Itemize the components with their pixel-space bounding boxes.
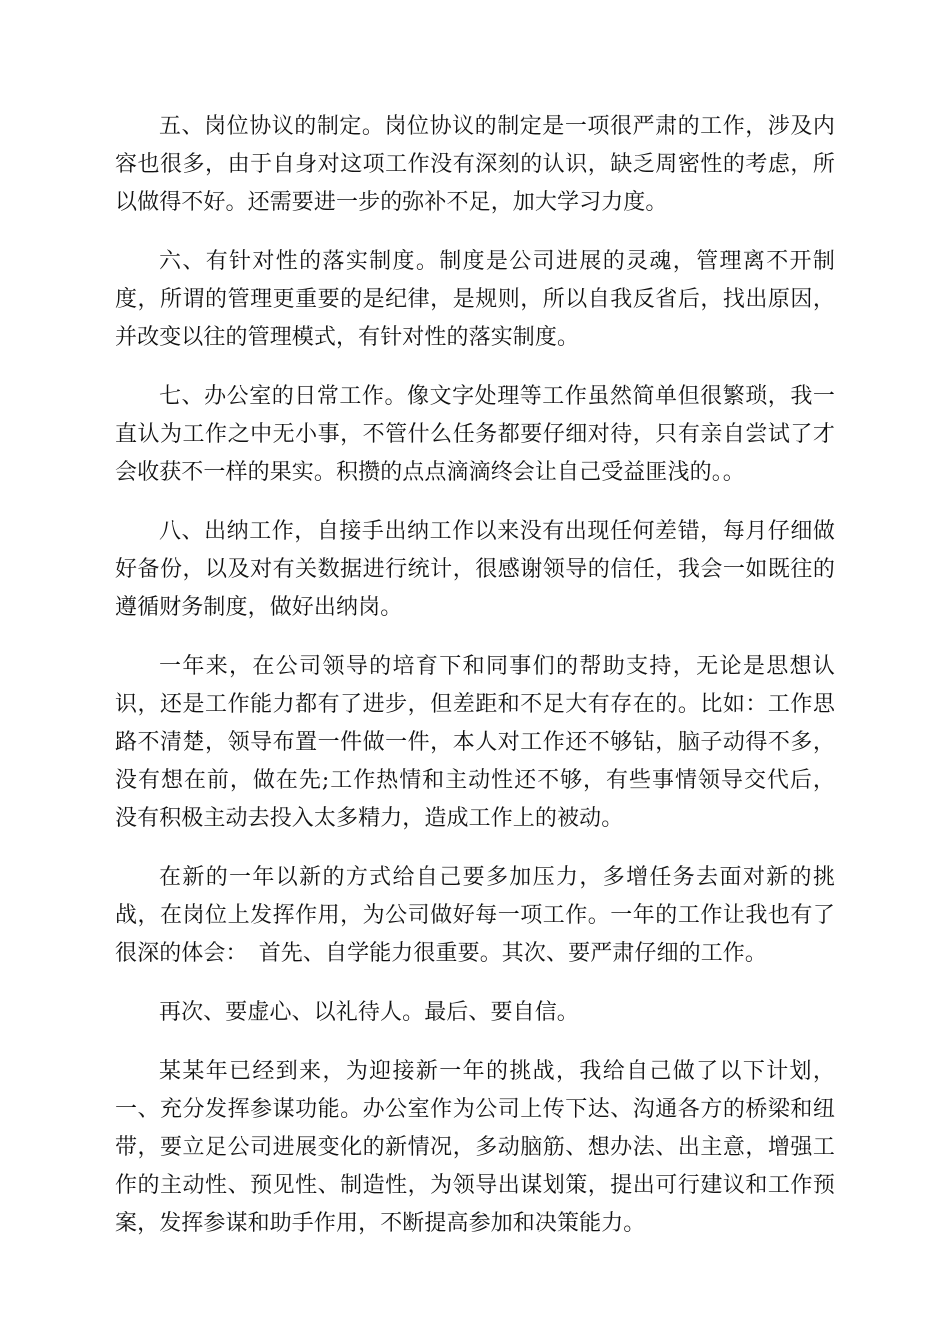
text-line: 很深的体会： 首先、自学能力很重要。其次、要严肃仔细的工作。 [115, 941, 768, 966]
paragraph-cashier-work [115, 513, 835, 627]
text-line: 作的主动性、预见性、制造性，为领导出谋划策，提出可行建议和工作预 [115, 1173, 835, 1198]
text-line: 没有想在前，做在先;工作热情和主动性还不够，有些事情领导交代后， [115, 768, 835, 793]
text-line: 战，在岗位上发挥作用，为公司做好每一项工作。一年的工作让我也有了 [115, 903, 835, 928]
text-line: 好备份，以及对有关数据进行统计，很感谢领导的信任，我会一如既往的 [115, 557, 835, 582]
text-line: 会收获不一样的果实。积攒的点点滴滴终会让自己受益匪浅的。。 [115, 460, 745, 485]
text-line: 并改变以往的管理模式，有针对性的落实制度。 [115, 325, 580, 350]
text-line: 再次、要虚心、以礼待人。最后、要自信。 [159, 1000, 579, 1025]
text-line: 没有积极主动去投入太多精力，造成工作上的被动。 [115, 806, 624, 831]
text-line: 带，要立足公司进展变化的新情况，多动脑筋、想办法、出主意，增强工 [115, 1135, 835, 1160]
text-line: 一、充分发挥参谋功能。办公室作为公司上传下达、沟通各方的桥梁和纽 [115, 1097, 835, 1122]
text-line: 直认为工作之中无小事，不管什么任务都要仔细对待，只有亲自尝试了才 [115, 422, 835, 447]
text-line: 五、岗位协议的制定。岗位协议的制定是一项很严肃的工作，涉及内 [159, 114, 835, 139]
text-line: 遵循财务制度，做好出纳岗。 [115, 595, 403, 620]
text-line: 案，发挥参谋和助手作用，不断提高参加和决策能力。 [115, 1211, 646, 1236]
paragraph-system-implementation [115, 243, 835, 357]
text-line: 识，还是工作能力都有了进步，但差距和不足大有存在的。比如：工作思 [115, 692, 835, 717]
text-line: 在新的一年以新的方式给自己要多加压力，多增任务去面对新的挑 [159, 865, 835, 890]
text-line: 容也很多，由于自身对这项工作没有深刻的认识，缺乏周密性的考虑，所 [115, 152, 835, 177]
text-line: 路不清楚，领导布置一件做一件，本人对工作还不够钻，脑子动得不多， [115, 730, 835, 755]
text-line: 以做得不好。还需要进一步的弥补不足，加大学习力度。 [115, 190, 668, 215]
text-line: 七、办公室的日常工作。像文字处理等工作虽然简单但很繁琐，我一 [159, 384, 835, 409]
paragraph-office-daily-work [115, 378, 835, 492]
text-line: 某某年已经到来，为迎接新一年的挑战，我给自己做了以下计划， [159, 1059, 835, 1084]
text-line: 六、有针对性的落实制度。制度是公司进展的灵魂，管理离不开制 [159, 249, 835, 274]
paragraph-job-agreement [115, 108, 835, 222]
paragraph-year-review [115, 648, 835, 838]
text-line: 度，所谓的管理更重要的是纪律，是规则，所以自我反省后，找出原因， [115, 287, 835, 312]
paragraph-self-confidence [115, 994, 835, 1032]
text-line: 一年来，在公司领导的培育下和同事们的帮助支持，无论是思想认 [159, 654, 835, 679]
paragraph-next-year-plan [115, 1053, 835, 1243]
document-page [115, 108, 835, 1264]
paragraph-new-year-pressure [115, 859, 835, 973]
text-line: 八、出纳工作，自接手出纳工作以来没有出现任何差错，每月仔细做 [159, 519, 835, 544]
